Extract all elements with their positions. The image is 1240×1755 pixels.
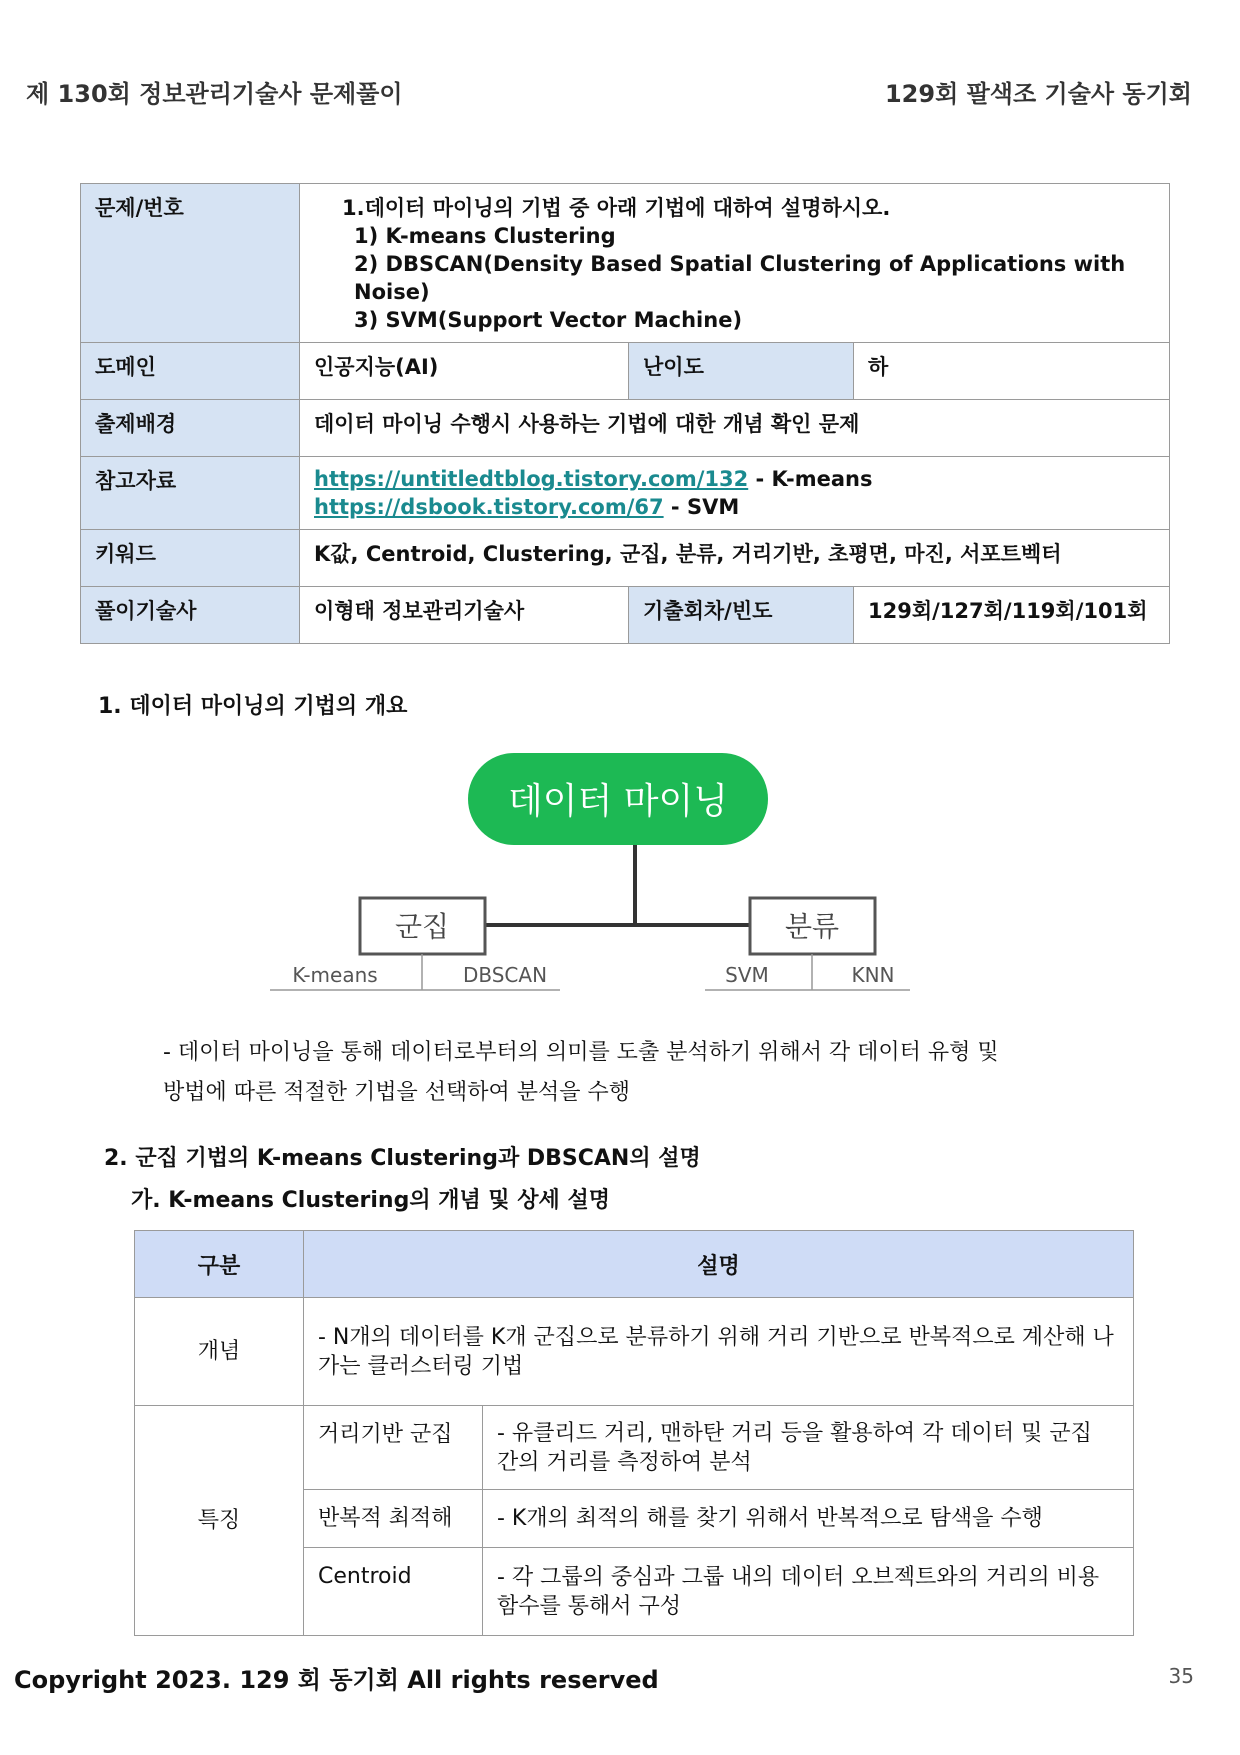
overview-paragraph: - 데이터 마이닝을 통해 데이터로부터의 의미를 도출 분석하기 위해서 각 데이터 유형 및 xyxy=(163,1040,999,1065)
kmeans-table xyxy=(134,1230,1134,1636)
author-value: 이형태 정보관리기술사 xyxy=(300,587,629,644)
reference-link-kmeans[interactable]: https://untitledtblog.tistory.com/132 xyxy=(314,467,749,491)
keywords-label: 키워드 xyxy=(81,530,300,587)
leaf-knn: KNN xyxy=(851,963,895,987)
header-right-title: 129회 팔색조 기술사 동기회 xyxy=(884,80,1192,108)
frequency-label: 기출회차/빈도 xyxy=(629,587,854,644)
reference-link-svm[interactable]: https://dsbook.tistory.com/67 xyxy=(314,495,664,519)
page-number: 35 xyxy=(1168,1664,1194,1688)
background-value: 데이터 마이닝 수행시 사용하는 기법에 대한 개념 확인 문제 xyxy=(300,400,1170,457)
frequency-value: 129회/127회/119회/101회 xyxy=(854,587,1170,644)
question-item: 1) K-means Clustering xyxy=(354,224,616,248)
overview-paragraph-continued: 방법에 따른 적절한 기법을 선택하여 분석을 수행 xyxy=(163,1080,631,1105)
reference-note: - SVM xyxy=(663,495,740,519)
column-header: 구분 xyxy=(135,1231,304,1298)
classification-node-label: 분류 xyxy=(784,910,840,943)
leaf-kmeans: K-means xyxy=(292,963,378,987)
refs-cell xyxy=(300,457,1170,530)
difficulty-label: 난이도 xyxy=(629,343,854,400)
section2-subtitle: 가. K-means Clustering의 개념 및 상세 설명 xyxy=(131,1188,610,1213)
row-label-concept: 개념 xyxy=(135,1298,304,1406)
feature-description: - 유클리드 거리, 맨하탄 거리 등을 활용하여 각 데이터 및 군집 간의 거리를 측정하여 분석 xyxy=(483,1406,1134,1490)
section2-title: 2. 군집 기법의 K-means Clustering과 DBSCAN의 설명 xyxy=(104,1146,701,1171)
question-item: 3) SVM(Support Vector Machine) xyxy=(354,308,743,332)
leaf-dbscan: DBSCAN xyxy=(462,963,548,987)
data-mining-diagram xyxy=(270,745,930,1025)
question-meta-table xyxy=(80,183,1170,644)
feature-description: - K개의 최적의 해를 찾기 위해서 반복적으로 탐색을 수행 xyxy=(483,1490,1134,1548)
section1-title: 1. 데이터 마이닝의 기법의 개요 xyxy=(98,694,408,719)
domain-label: 도메인 xyxy=(81,343,300,400)
reference-note: - K-means xyxy=(748,467,873,491)
author-label: 풀이기술사 xyxy=(81,587,300,644)
question-label: 문제/번호 xyxy=(81,184,300,343)
cluster-node-label: 군집 xyxy=(394,910,450,943)
difficulty-value: 하 xyxy=(854,343,1170,400)
root-node-label: 데이터 마이닝 xyxy=(507,781,729,822)
column-header: 설명 xyxy=(304,1231,1134,1298)
leaf-svm: SVM xyxy=(725,963,769,987)
question-item: 2) DBSCAN(Density Based Spatial Clustering of Applications with Noise) xyxy=(354,252,1126,304)
concept-description: - N개의 데이터를 K개 군집으로 분류하기 위해 거리 기반으로 반복적으로 계산해 나가는 클러스터링 기법 xyxy=(304,1298,1134,1406)
row-label-features: 특징 xyxy=(135,1406,304,1636)
keywords-value: K값, Centroid, Clustering, 군집, 분류, 거리기반, 초평면, 마진, 서포트벡터 xyxy=(300,530,1170,587)
copyright-footer: Copyright 2023. 129 회 동기회 All rights reserved xyxy=(14,1666,659,1694)
feature-description: - 각 그룹의 중심과 그룹 내의 데이터 오브젝트와의 거리의 비용함수를 통해서 구성 xyxy=(483,1548,1134,1636)
feature-name: 거리기반 군집 xyxy=(304,1406,483,1490)
background-label: 출제배경 xyxy=(81,400,300,457)
domain-value: 인공지능(AI) xyxy=(300,343,629,400)
feature-name: 반복적 최적해 xyxy=(304,1490,483,1548)
refs-label: 참고자료 xyxy=(81,457,300,530)
question-cell xyxy=(300,184,1170,343)
question-title: 1.데이터 마이닝의 기법 중 아래 기법에 대하여 설명하시오. xyxy=(342,196,891,220)
header-left-title: 제 130회 정보관리기술사 문제풀이 xyxy=(26,80,403,108)
feature-name: Centroid xyxy=(304,1548,483,1636)
